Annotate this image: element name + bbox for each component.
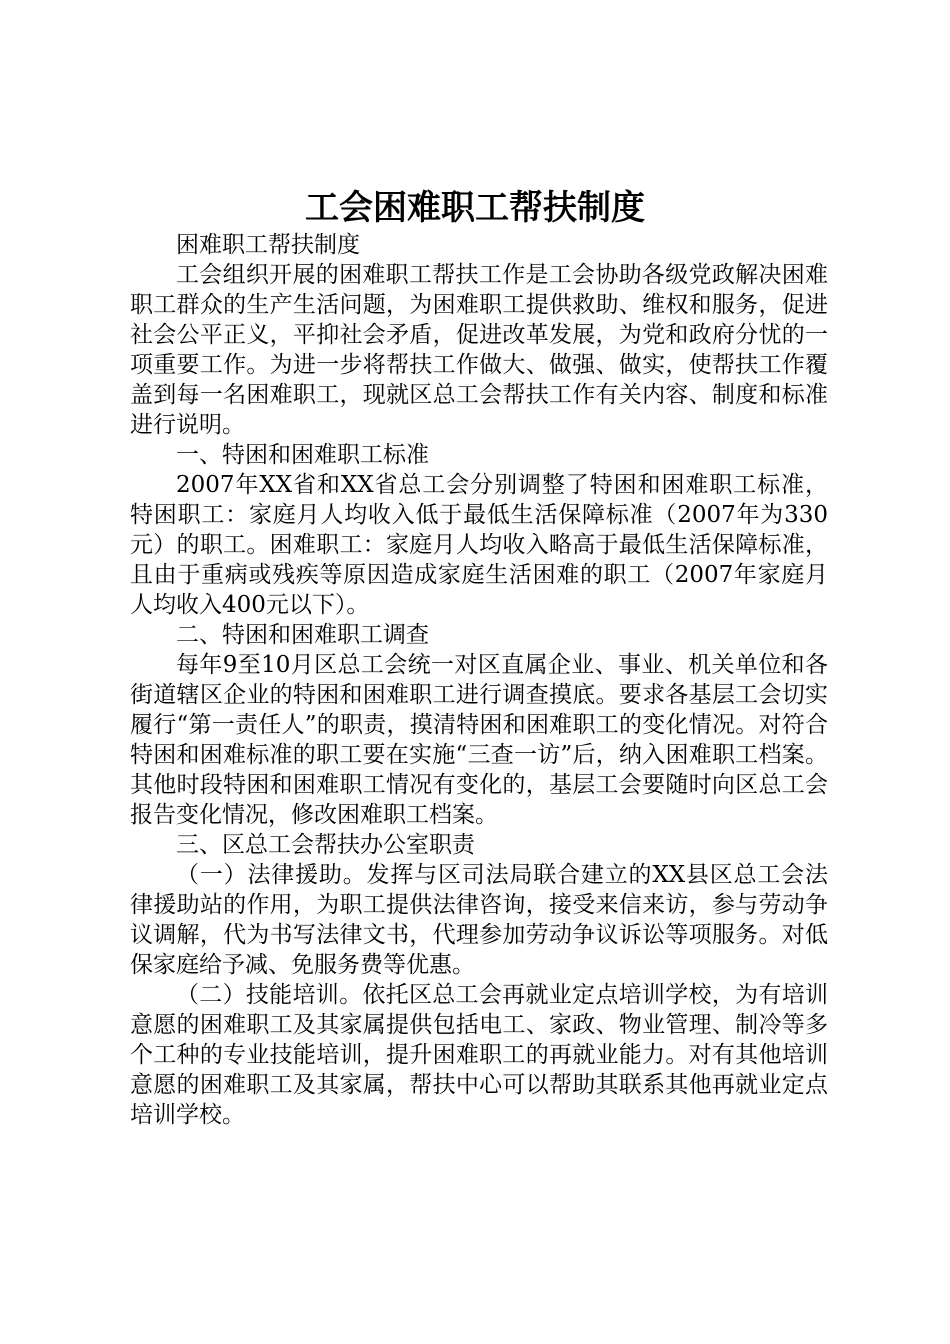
paragraph-legal-aid: （一）法律援助。发挥与区司法局联合建立的XX县区总工会法律援助站的作用，为职工提供法律咨询，接受来信来访，参与劳动争议调解，代为书写法律文书，代理参加劳动争议诉讼等项服务。对低保家庭给予减、免服务费等优惠。 [130, 862, 828, 978]
section-heading-3: 三、区总工会帮扶办公室职责 [176, 832, 475, 858]
section-heading-2: 二、特困和困难职工调查 [176, 622, 429, 648]
paragraph-survey: 每年9至10月区总工会统一对区直属企业、事业、机关单位和各街道辖区企业的特困和困难职工进行调查摸底。要求各基层工会切实履行“第一责任人”的职责，摸清特困和困难职工的变化情况。对符合特困和困难标准的职工要在实施“三查一访”后，纳入困难职工档案。其他时段特困和困难职工情况有变化的，基层工会要随时向区总工会报告变化情况，修改困难职工档案。 [130, 652, 828, 828]
paragraph-intro: 工会组织开展的困难职工帮扶工作是工会协助各级党政解决困难职工群众的生产生活问题，为困难职工提供救助、维权和服务，促进社会公平正义，平抑社会矛盾，促进改革发展，为党和政府分忧的一项重要工作。为进一步将帮扶工作做大、做强、做实，使帮扶工作覆盖到每一名困难职工，现就区总工会帮扶工作有关内容、制度和标准进行说明。 [130, 262, 828, 438]
document-body [130, 230, 828, 1130]
paragraph-standards: 2007年XX省和XX省总工会分别调整了特困和困难职工标准，特困职工：家庭月人均收入低于最低生活保障标准（2007年为330元）的职工。困难职工：家庭月人均收入略高于最低生活保障标准，且由于重病或残疾等原因造成家庭生活困难的职工（2007年家庭月人均收入400元以下）。 [130, 472, 828, 618]
document-title: 工会困难职工帮扶制度 [305, 188, 645, 228]
paragraph-subtitle: 困难职工帮扶制度 [176, 232, 360, 258]
section-heading-1: 一、特困和困难职工标准 [176, 442, 429, 468]
paragraph-skills-training: （二）技能培训。依托区总工会再就业定点培训学校，为有培训意愿的困难职工及其家属提供包括电工、家政、物业管理、制冷等多个工种的专业技能培训，提升困难职工的再就业能力。对有其他培训意愿的困难职工及其家属，帮扶中心可以帮助其联系其他再就业定点培训学校。 [130, 982, 828, 1128]
